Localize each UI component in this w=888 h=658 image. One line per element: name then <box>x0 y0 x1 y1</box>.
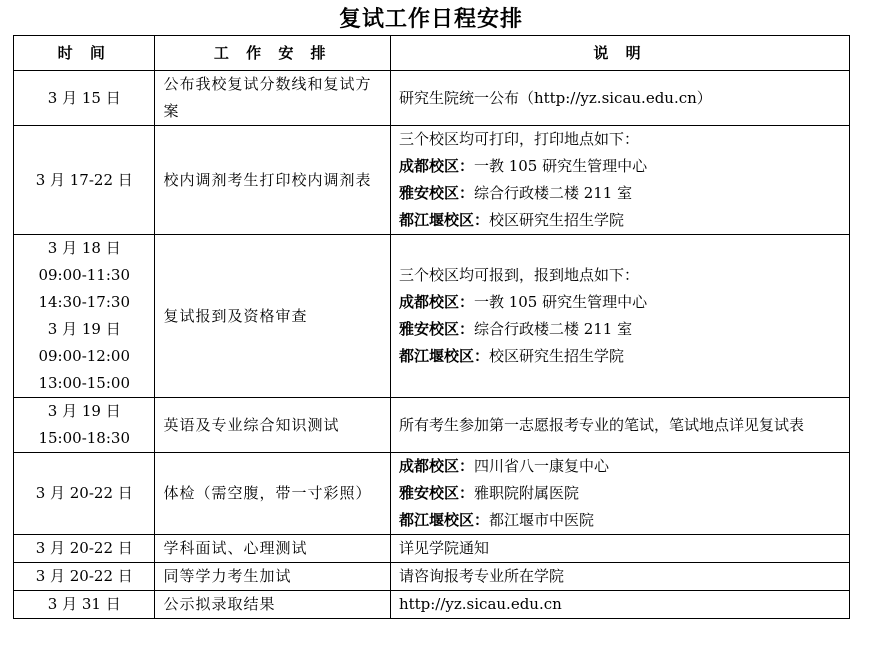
campus-place: 综合行政楼二楼 211 室 <box>473 184 633 202</box>
campus-name: 都江堰校区： <box>398 511 489 529</box>
time-line: 09:00-12:00 <box>38 347 130 365</box>
campus-line <box>399 507 841 534</box>
time-line: 3 月 19 日 <box>47 320 121 338</box>
campus-line <box>399 480 841 507</box>
time-line: 3 月 20-22 日 <box>35 567 133 585</box>
page-title: 复试工作日程安排 <box>338 6 523 32</box>
campus-place: 校区研究生招生学院 <box>488 347 624 365</box>
campus-place: 一教 105 研究生管理中心 <box>473 293 648 311</box>
cell-time <box>14 535 155 563</box>
cell-time <box>14 591 155 619</box>
table-row <box>14 453 850 535</box>
time-line: 3 月 31 日 <box>47 595 121 613</box>
table-row <box>14 563 850 591</box>
cell-notes <box>390 591 849 619</box>
cell-notes <box>390 126 849 235</box>
notes-text: 三个校区均可打印，打印地点如下： <box>398 130 639 148</box>
cell-arrangement: 公布我校复试分数线和复试方案 <box>155 71 390 126</box>
cell-arrangement: 校内调剂考生打印校内调剂表 <box>155 126 390 235</box>
notes-text: 详见学院通知 <box>398 539 489 557</box>
campus-line <box>399 153 841 180</box>
table-row <box>14 398 850 453</box>
time-line: 09:00-11:30 <box>38 266 130 284</box>
cell-arrangement: 复试报到及资格审查 <box>155 235 390 398</box>
cell-notes <box>390 453 849 535</box>
time-line: 3 月 15 日 <box>47 88 121 107</box>
cell-arrangement: 学科面试、心理测试 <box>155 535 390 563</box>
cell-time <box>14 235 155 398</box>
campus-line <box>399 453 841 480</box>
campus-place: 都江堰市中医院 <box>488 511 594 529</box>
notes-text: 请咨询报考专业所在学院 <box>398 567 564 585</box>
campus-name: 都江堰校区： <box>398 211 489 229</box>
campus-name: 雅安校区： <box>398 320 474 338</box>
cell-arrangement: 体检（需空腹，带一寸彩照） <box>155 453 390 535</box>
campus-line <box>399 289 841 316</box>
campus-line <box>399 207 841 234</box>
table-row <box>14 235 850 398</box>
campus-place: 校区研究生招生学院 <box>488 211 624 229</box>
header-arrangement: 工 作 安 排 <box>155 36 390 71</box>
time-line: 3 月 17-22 日 <box>35 170 133 189</box>
campus-place: 一教 105 研究生管理中心 <box>473 157 648 175</box>
time-line: 3 月 19 日 <box>47 402 121 420</box>
cell-time <box>14 398 155 453</box>
schedule-table <box>13 35 850 619</box>
table-row <box>14 71 850 126</box>
campus-name: 成都校区： <box>398 293 474 311</box>
campus-line <box>399 343 841 370</box>
campus-place: 雅职院附属医院 <box>473 484 579 502</box>
cell-time <box>14 126 155 235</box>
time-line: 15:00-18:30 <box>38 429 130 447</box>
time-line: 3 月 20-22 日 <box>35 484 133 502</box>
time-line: 3 月 20-22 日 <box>35 539 133 557</box>
cell-arrangement: 同等学力考生加试 <box>155 563 390 591</box>
cell-notes <box>390 563 849 591</box>
campus-line <box>399 180 841 207</box>
notes-text: 研究生院统一公布（http://yz.sicau.edu.cn） <box>398 88 712 107</box>
campus-name: 都江堰校区： <box>398 347 489 365</box>
cell-notes <box>390 535 849 563</box>
cell-time <box>14 453 155 535</box>
header-notes: 说 明 <box>390 36 849 71</box>
campus-place: 四川省八一康复中心 <box>473 457 609 475</box>
table-row <box>14 591 850 619</box>
cell-arrangement: 公示拟录取结果 <box>155 591 390 619</box>
time-line: 3 月 18 日 <box>47 239 121 257</box>
campus-name: 成都校区： <box>398 157 474 175</box>
campus-name: 雅安校区： <box>398 484 474 502</box>
header-time: 时 间 <box>14 36 155 71</box>
campus-line <box>399 316 841 343</box>
table-row <box>14 126 850 235</box>
time-line: 14:30-17:30 <box>38 293 130 311</box>
notes-text: 三个校区均可报到，报到地点如下： <box>398 266 639 284</box>
campus-name: 雅安校区： <box>398 184 474 202</box>
cell-notes <box>390 398 849 453</box>
table-header-row <box>14 36 850 71</box>
cell-notes <box>390 71 849 126</box>
cell-notes <box>390 235 849 398</box>
notes-text: http://yz.sicau.edu.cn <box>398 595 562 613</box>
notes-text: 所有考生参加第一志愿报考专业的笔试，笔试地点详见复试表 <box>398 415 804 434</box>
cell-time <box>14 563 155 591</box>
time-line: 13:00-15:00 <box>38 374 130 392</box>
table-row <box>14 535 850 563</box>
schedule-body <box>14 71 850 619</box>
cell-time <box>14 71 155 126</box>
campus-name: 成都校区： <box>398 457 474 475</box>
campus-place: 综合行政楼二楼 211 室 <box>473 320 633 338</box>
cell-arrangement: 英语及专业综合知识测试 <box>155 398 390 453</box>
